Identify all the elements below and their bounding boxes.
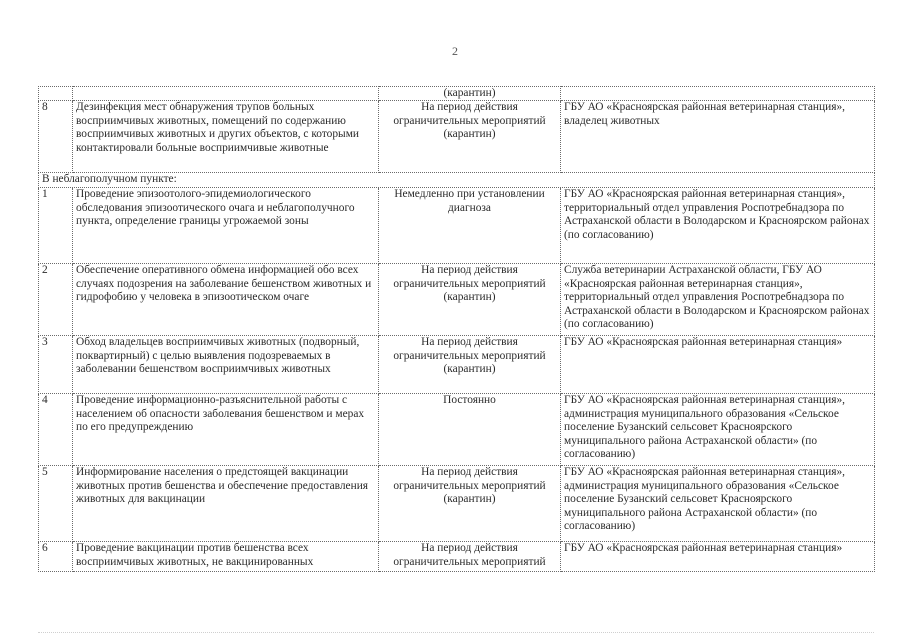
action-cell: Проведение информационно-разъяснительной работы с населением об опасности заболевания бешенством и мерах по его предупреждению bbox=[73, 394, 379, 466]
action-cell: Проведение эпизоотолого-эпидемиологического обследования эпизоотического очага и неблагополучного пункта, определение границы угрожаемой зоны bbox=[73, 188, 379, 264]
table-row bbox=[39, 336, 875, 394]
responsible-cell: ГБУ АО «Красноярская районная ветеринарная станция», владелец животных bbox=[561, 101, 875, 173]
term-cell: Постоянно bbox=[379, 394, 561, 466]
term-cell: На период действия ограничительных мероприятий (карантин) bbox=[379, 264, 561, 336]
table-row-continuation bbox=[39, 87, 875, 101]
term-cell: На период действия ограничительных мероприятий (карантин) bbox=[379, 466, 561, 542]
responsible-cell: ГБУ АО «Красноярская районная ветеринарная станция», администрация муниципального образования «Сельское поселение Бузанский сельсовет Красноярского муниципального района Астраханской области» (по согласованию) bbox=[561, 394, 875, 466]
section-header: В неблагополучном пункте: bbox=[39, 173, 875, 188]
term-cell: На период действия ограничительных мероприятий (карантин) bbox=[379, 336, 561, 394]
term-cell: (карантин) bbox=[379, 87, 561, 101]
responsible-cell: ГБУ АО «Красноярская районная ветеринарная станция» bbox=[561, 542, 875, 572]
row-number: 6 bbox=[39, 542, 73, 572]
row-number: 4 bbox=[39, 394, 73, 466]
action-cell: Проведение вакцинации против бешенства всех восприимчивых животных, не вакцинированных bbox=[73, 542, 379, 572]
row-number: 5 bbox=[39, 466, 73, 542]
term-cell: На период действия ограничительных мероприятий bbox=[379, 542, 561, 572]
row-number: 2 bbox=[39, 264, 73, 336]
responsible-cell: Служба ветеринарии Астраханской области, ГБУ АО «Красноярская районная ветеринарная станция», территориальный отдел управления Роспотребнадзора по Астраханской области в Володарском и Красноярском районах (по согласованию) bbox=[561, 264, 875, 336]
table-row bbox=[39, 264, 875, 336]
action-cell: Обеспечение оперативного обмена информацией обо всех случаях подозрения на заболевание бешенством животных и гидрофобию у человека в эпизоотическом очаге bbox=[73, 264, 379, 336]
measures-table bbox=[38, 86, 875, 572]
page-number: 2 bbox=[452, 44, 458, 58]
term-cell: На период действия ограничительных мероприятий (карантин) bbox=[379, 101, 561, 173]
table-row bbox=[39, 188, 875, 264]
row-number: 8 bbox=[39, 101, 73, 173]
term-cell: Немедленно при установлении диагноза bbox=[379, 188, 561, 264]
responsible-cell: ГБУ АО «Красноярская районная ветеринарная станция», территориальный отдел управления Роспотребнадзора по Астраханской области в Володарском и Красноярском районах (по согласованию) bbox=[561, 188, 875, 264]
section-header-row bbox=[39, 173, 875, 188]
table-row bbox=[39, 466, 875, 542]
responsible-cell: ГБУ АО «Красноярская районная ветеринарная станция», администрация муниципального образования «Сельское поселение Бузанский сельсовет Красноярского муниципального района Астраханской области» (по согласованию) bbox=[561, 466, 875, 542]
row-number: 1 bbox=[39, 188, 73, 264]
action-cell: Обход владельцев восприимчивых животных (подворный, поквартирный) с целью выявления подозреваемых в заболевании бешенством восприимчивых животных bbox=[73, 336, 379, 394]
row-number: 3 bbox=[39, 336, 73, 394]
responsible-cell: ГБУ АО «Красноярская районная ветеринарная станция» bbox=[561, 336, 875, 394]
table-row bbox=[39, 542, 875, 572]
scan-edge-line bbox=[38, 632, 874, 633]
table-row bbox=[39, 101, 875, 173]
action-cell: Информирование населения о предстоящей вакцинации животных против бешенства и обеспечение предоставления животных для вакцинации bbox=[73, 466, 379, 542]
action-cell: Дезинфекция мест обнаружения трупов больных восприимчивых животных, помещений по содержанию восприимчивых животных и других объектов, с которыми контактировали больные восприимчивые животные bbox=[73, 101, 379, 173]
table-row bbox=[39, 394, 875, 466]
